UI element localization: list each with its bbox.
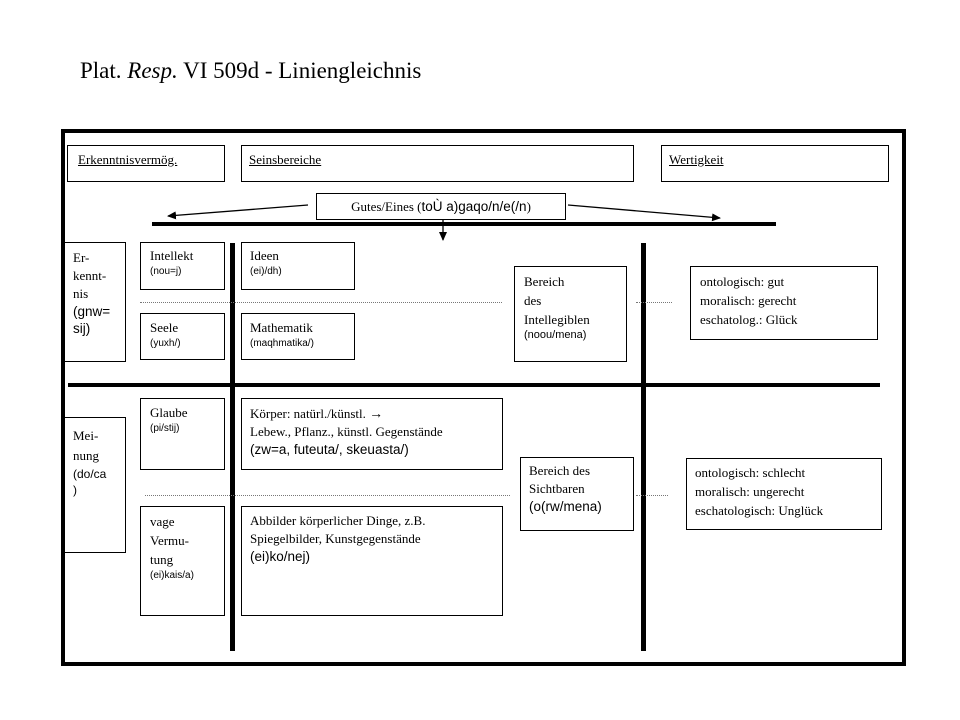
header-erkenntnis-label: Erkenntnisvermög. [78, 152, 178, 167]
lower-dotted-line-left [145, 495, 510, 496]
header-wertigkeit [661, 145, 889, 182]
intellegibel-greek: (noou/mena) [524, 329, 587, 341]
seele-greek: (yuxh/) [150, 338, 181, 349]
intellegibel-line-3: Intellegiblen [524, 312, 590, 327]
vage-line-2: Vermu- [150, 533, 189, 548]
arrow-left [168, 205, 308, 216]
vage-greek: (ei)kais/a) [150, 570, 194, 581]
mathematik-label: Mathematik [250, 320, 313, 335]
header-wertigkeit-label: Wertigkeit [669, 152, 724, 167]
erkenntnis-line-1: Er- [73, 250, 90, 265]
value-lower-2: moralisch: ungerecht [695, 484, 805, 499]
top-divider [152, 222, 776, 226]
upper-dotted-line-right [636, 302, 672, 303]
right-arrow-icon: → [369, 405, 384, 421]
value-lower-1: ontologisch: schlecht [695, 465, 806, 480]
sichtbar-greek: (o(rw/mena) [529, 499, 602, 514]
right-vertical-line [641, 243, 646, 651]
good-box [316, 193, 566, 220]
middle-divider [68, 383, 880, 387]
box-intellekt [140, 242, 225, 290]
box-glaube [140, 398, 225, 470]
sichtbar-line-1: Bereich des [529, 463, 591, 478]
intellegibel-line-2: des [524, 293, 542, 308]
title-work: Resp. [127, 58, 178, 83]
title-suffix: VI 509d - Liniengleichnis [177, 58, 422, 83]
abbilder-line-1: Abbilder körperlicher Dinge, z.B. [250, 513, 426, 528]
good-label: Gutes/Eines ( [351, 199, 422, 214]
box-seele [140, 313, 225, 360]
abbilder-greek: (ei)ko/nej) [250, 549, 311, 564]
box-abbilder [241, 506, 503, 616]
label-meinung [64, 417, 126, 553]
vage-line-3: tung [150, 552, 174, 567]
meinung-line-2: nung [73, 448, 99, 463]
erkenntnis-line-3: nis [73, 286, 89, 301]
erkenntnis-greek-1: (gnw= [73, 304, 111, 319]
ideen-label: Ideen [250, 248, 279, 263]
left-vertical-line [230, 243, 235, 651]
vage-line-1: vage [150, 514, 175, 529]
meinung-greek-1: (do/ca [73, 467, 107, 481]
box-bereich-intellegibel [514, 266, 627, 362]
box-mathematik [241, 313, 355, 360]
glaube-greek: (pi/stij) [150, 423, 180, 434]
seele-label: Seele [150, 320, 179, 335]
box-wertigkeit-unten [686, 458, 882, 530]
box-koerper [241, 398, 503, 470]
header-seinsbereiche [241, 145, 634, 182]
koerper-line-1-text: Körper: natürl./künstl. [250, 406, 370, 421]
meinung-line-1: Mei- [73, 428, 99, 443]
value-upper-1: ontologisch: gut [700, 274, 785, 289]
good-close: ) [526, 199, 531, 214]
erkenntnis-line-2: kennt- [73, 268, 107, 283]
abbilder-line-2: Spiegelbilder, Kunstgegenstände [250, 531, 421, 546]
meinung-greek-2: ) [73, 483, 77, 497]
intellekt-greek: (nou=j) [150, 266, 182, 277]
title-prefix: Plat. [80, 58, 128, 83]
value-upper-2: moralisch: gerecht [700, 293, 797, 308]
lower-dotted-line-right [636, 495, 668, 496]
intellekt-label: Intellekt [150, 248, 194, 263]
box-wertigkeit-oben [690, 266, 878, 340]
arrow-right [568, 205, 720, 218]
value-lower-3: eschatologisch: Unglück [695, 503, 824, 518]
label-erkenntnis [64, 242, 126, 362]
koerper-line-1 [250, 404, 494, 423]
box-ideen [241, 242, 355, 290]
box-bereich-sichtbar [520, 457, 634, 531]
box-vage-vermutung [140, 506, 225, 616]
ideen-greek: (ei)/dh) [250, 266, 282, 277]
sichtbar-line-2: Sichtbaren [529, 481, 585, 496]
header-seinsbereiche-label: Seinsbereiche [249, 152, 322, 167]
koerper-greek: (zw=a, futeuta/, skeuasta/) [250, 442, 409, 457]
upper-dotted-line-left [140, 302, 502, 303]
good-greek: toÙ a)gaqo/n/e(/n [421, 199, 527, 214]
glaube-label: Glaube [150, 405, 188, 420]
header-erkenntnis [67, 145, 225, 182]
mathematik-greek: (maqhmatika/) [250, 338, 314, 349]
intellegibel-line-1: Bereich [524, 274, 565, 289]
erkenntnis-greek-2: sij) [73, 321, 91, 336]
koerper-line-2: Lebew., Pflanz., künstl. Gegenstände [250, 424, 443, 439]
value-upper-3: eschatolog.: Glück [700, 312, 798, 327]
